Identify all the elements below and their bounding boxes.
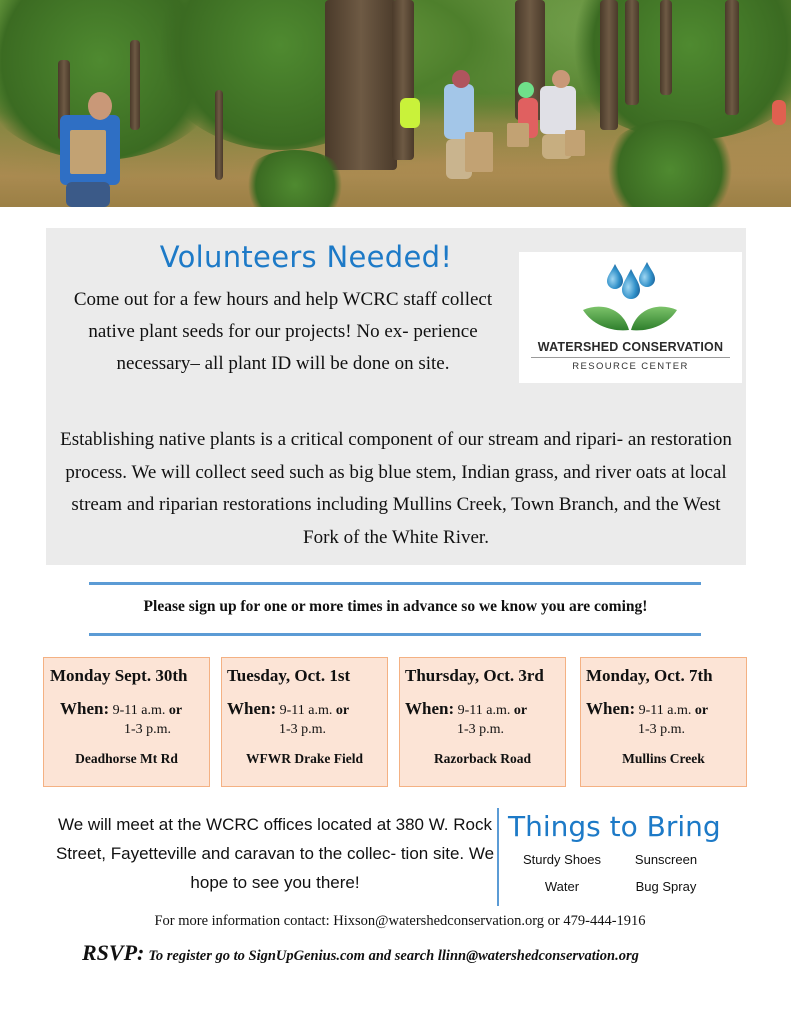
seed-bag — [565, 130, 585, 156]
volunteer — [552, 70, 570, 88]
bring-item: Sunscreen — [634, 852, 698, 867]
logo-subtitle: RESOURCE CENTER — [572, 361, 689, 372]
session-card — [399, 657, 566, 787]
session-date: Monday Sept. 30th — [50, 666, 188, 685]
contact-info: For more information contact: Hixson@watershedconservation.org or 479-444-1916 — [154, 913, 646, 929]
volunteer — [66, 182, 110, 207]
intro-body-text: Establishing native plants is a critical component of our stream and ripari- an restoration process. We will collect seed such as big blue stem, Indian grass, and river oats at local stream and riparian restorations including Mullins Creek, Town Branch, and the West Fork of the White River. — [60, 429, 732, 548]
tree-trunk — [600, 0, 618, 130]
things-to-bring-title: Things to Bring — [508, 810, 721, 843]
when-label: When — [405, 699, 449, 718]
hero-photo — [0, 0, 791, 207]
volunteer — [444, 84, 474, 139]
when-label: When — [586, 699, 630, 718]
or-text: or — [694, 703, 709, 718]
divider-top — [89, 582, 701, 585]
bring-item: Sturdy Shoes — [522, 852, 602, 867]
water-drops-icon — [607, 260, 657, 305]
time-afternoon: 1-3 p.m. — [638, 722, 686, 737]
session-card — [43, 657, 210, 787]
intro-panel — [46, 228, 746, 565]
vertical-divider — [497, 808, 499, 906]
session-date: Monday, Oct. 7th — [586, 666, 713, 685]
when-label: When — [60, 699, 104, 718]
signup-note: Please sign up for one or more times in advance so we know you are coming! — [143, 598, 648, 615]
bring-item: Water — [544, 879, 580, 894]
volunteer — [518, 82, 534, 98]
rsvp-instructions: To register go to SignUpGenius.com and search llinn@watershedconservation.org — [148, 948, 639, 964]
time-morning: 9-11 a.m. — [112, 703, 166, 718]
tree-trunk — [660, 0, 672, 95]
seed-bag — [507, 123, 529, 147]
session-location: Mullins Creek — [622, 751, 705, 766]
divider-bottom — [89, 633, 701, 636]
time-morning: 9-11 a.m. — [457, 703, 511, 718]
volunteer — [540, 86, 576, 134]
session-location: Razorback Road — [433, 751, 532, 766]
session-location: Deadhorse Mt Rd — [75, 751, 178, 766]
or-text: or — [335, 703, 350, 718]
meeting-info: We will meet at the WCRC offices located at 380 W. Rock Street, Fayetteville and caravan to the collec- tion site. We hope to see you there! — [55, 815, 495, 892]
session-time: When: 9-11 a.m. or — [405, 699, 528, 718]
foliage — [560, 0, 791, 140]
or-text: or — [168, 703, 183, 718]
session-date: Tuesday, Oct. 1st — [227, 666, 351, 685]
logo-divider — [531, 357, 730, 358]
session-time: When: 9-11 a.m. or — [227, 699, 350, 718]
volunteer — [400, 98, 420, 128]
bring-item: Bug Spray — [635, 879, 697, 894]
session-time: When: 9-11 a.m. or — [60, 699, 183, 718]
time-afternoon: 1-3 p.m. — [279, 722, 327, 737]
volunteer — [452, 70, 470, 88]
session-date: Thursday, Oct. 3rd — [405, 666, 544, 685]
session-card — [221, 657, 388, 787]
tree-trunk — [130, 40, 140, 130]
intro-lead-text: Come out for a few hours and help WCRC staff collect native plant seeds for our projects! No ex- perience necessary– all plant ID will be done on site. — [73, 289, 493, 374]
time-afternoon: 1-3 p.m. — [457, 722, 505, 737]
tree-trunk — [625, 0, 639, 105]
tree-trunk — [325, 0, 397, 170]
rsvp-line — [82, 940, 762, 966]
wcrc-logo — [519, 252, 742, 383]
time-morning: 9-11 a.m. — [638, 703, 692, 718]
leaves-icon — [583, 304, 677, 334]
page-title: Volunteers Needed! — [159, 240, 453, 274]
or-text: or — [513, 703, 528, 718]
seed-bag — [465, 132, 493, 172]
volunteer — [772, 100, 786, 125]
tree-trunk — [392, 0, 414, 160]
session-time: When: 9-11 a.m. or — [586, 699, 709, 718]
seed-bag — [70, 130, 106, 174]
time-afternoon: 1-3 p.m. — [124, 722, 172, 737]
when-label: When — [227, 699, 271, 718]
tree-trunk — [725, 0, 739, 115]
rsvp-label: RSVP: — [82, 940, 145, 965]
session-card — [580, 657, 747, 787]
session-location: WFWR Drake Field — [246, 751, 363, 766]
volunteer — [88, 92, 112, 120]
time-morning: 9-11 a.m. — [279, 703, 333, 718]
tree-trunk — [215, 90, 223, 180]
logo-name: WATERSHED CONSERVATION — [537, 340, 724, 354]
